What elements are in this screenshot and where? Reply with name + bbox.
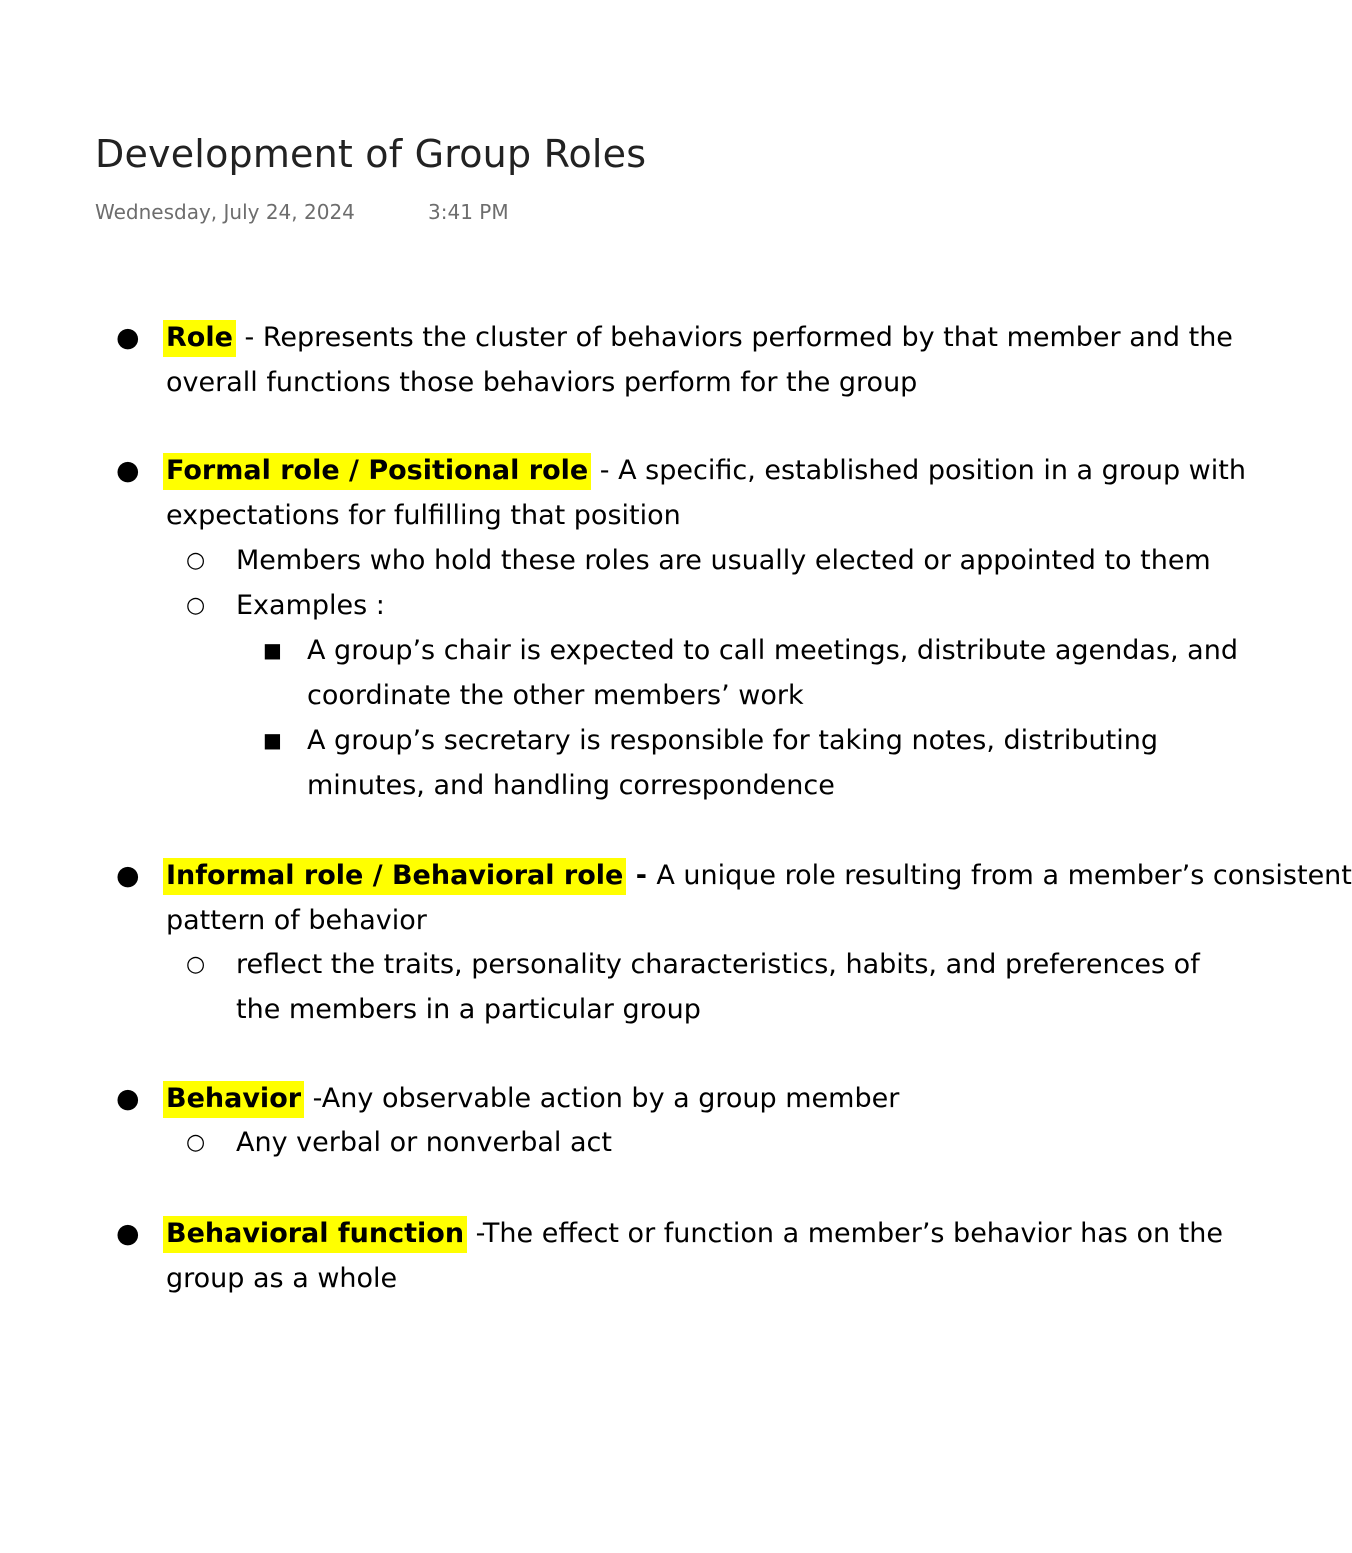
- list-item-behavioral-function: [166, 1211, 1223, 1256]
- term-behavioral-function: Behavioral function: [163, 1216, 467, 1253]
- definition-continuation: overall functions those behaviors perform for the group: [166, 367, 918, 398]
- bullet-square-icon: ■: [263, 638, 282, 662]
- term-informal-role: Informal role / Behavioral role: [163, 858, 626, 895]
- list-item-formal-role: [166, 448, 1246, 493]
- list-item-role: [166, 315, 1233, 360]
- bullet-disc-icon: ●: [116, 860, 140, 891]
- sub-list-item: reflect the traits, personality characteristics, habits, and preferences of: [236, 949, 1200, 980]
- bullet-circle-icon: ○: [186, 593, 206, 618]
- bullet-circle-icon: ○: [186, 548, 206, 573]
- sub-list-item: Examples :: [236, 590, 385, 621]
- example-item: A group’s secretary is responsible for taking notes, distributing: [307, 725, 1159, 756]
- example-continuation: minutes, and handling correspondence: [307, 770, 835, 801]
- definition-text: - Represents the cluster of behaviors performed by that member and the: [235, 322, 1233, 353]
- term-separator: -: [626, 860, 657, 891]
- definition-continuation: expectations for fulfilling that position: [166, 500, 681, 531]
- bullet-disc-icon: ●: [116, 455, 140, 486]
- term-formal-role: Formal role / Positional role: [163, 453, 591, 490]
- note-timestamp: [95, 200, 509, 224]
- definition-text: -The effect or function a member’s behavior has on the: [467, 1218, 1223, 1249]
- sub-list-item: Members who hold these roles are usually elected or appointed to them: [236, 545, 1211, 576]
- bullet-disc-icon: ●: [116, 1218, 140, 1249]
- example-item: A group’s chair is expected to call meetings, distribute agendas, and: [307, 635, 1238, 666]
- bullet-circle-icon: ○: [186, 1130, 206, 1155]
- definition-text: - A specific, established position in a group with: [591, 455, 1246, 486]
- example-continuation: coordinate the other members’ work: [307, 680, 804, 711]
- note-date: Wednesday, July 24, 2024: [95, 200, 355, 224]
- definition-continuation: pattern of behavior: [166, 905, 427, 936]
- definition-text: -Any observable action by a group member: [304, 1083, 900, 1114]
- sub-list-item: Any verbal or nonverbal act: [236, 1127, 612, 1158]
- list-item-informal-role: [166, 853, 1352, 898]
- bullet-circle-icon: ○: [186, 952, 206, 977]
- page-title: Development of Group Roles: [95, 132, 647, 176]
- list-item-behavior: [166, 1076, 899, 1121]
- term-role: Role: [163, 320, 236, 357]
- definition-continuation: group as a whole: [166, 1263, 398, 1294]
- bullet-square-icon: ■: [263, 728, 282, 752]
- bullet-disc-icon: ●: [116, 322, 140, 353]
- note-time: 3:41 PM: [428, 200, 509, 224]
- term-behavior: Behavior: [163, 1081, 304, 1118]
- bullet-disc-icon: ●: [116, 1083, 140, 1114]
- definition-text: A unique role resulting from a member’s consistent: [656, 860, 1352, 891]
- sub-list-continuation: the members in a particular group: [236, 994, 701, 1025]
